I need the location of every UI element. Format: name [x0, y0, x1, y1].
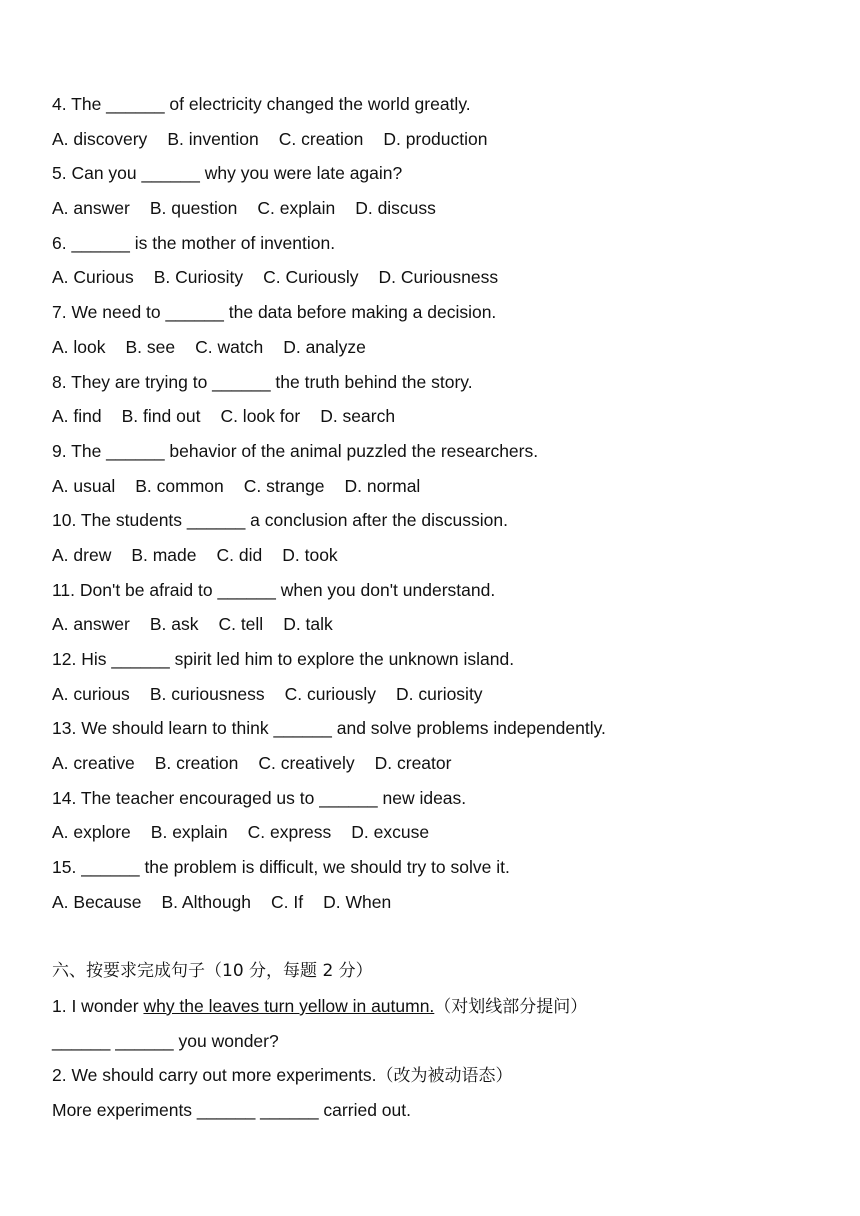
- option-c: C. watch: [195, 336, 264, 357]
- question-options: [52, 399, 832, 434]
- question-options: [52, 538, 832, 573]
- option-d: D. curiosity: [396, 683, 483, 704]
- question-stem: 4. The ______ of electricity changed the world greatly.: [52, 94, 471, 114]
- option-d: D. creator: [374, 753, 452, 774]
- option-c: C. tell: [218, 614, 264, 635]
- question-options: [52, 815, 832, 850]
- option-a: A. find: [52, 406, 102, 427]
- option-a: A. curious: [52, 683, 130, 704]
- option-b: B. creation: [154, 753, 239, 774]
- option-a: A. creative: [52, 753, 135, 774]
- option-d: D. took: [282, 544, 338, 565]
- option-b: B. invention: [167, 128, 259, 149]
- option-d: D. When: [323, 891, 392, 912]
- question-stem: 7. We need to ______ the data before making a decision.: [52, 302, 497, 323]
- question-options: [52, 746, 832, 781]
- option-a: A. drew: [52, 544, 112, 565]
- question-stem: 5. Can you ______ why you were late again?: [52, 163, 403, 184]
- question-stem: 9. The ______ behavior of the animal puzzled the researchers.: [52, 440, 539, 461]
- option-c: C. look for: [220, 406, 301, 427]
- option-c: C. creatively: [258, 753, 355, 774]
- option-b: B. ask: [149, 614, 199, 635]
- question-stem: 11. Don't be afraid to ______ when you don't understand.: [52, 579, 496, 600]
- question-stem: 15. ______ the problem is difficult, we should try to solve it.: [52, 857, 510, 878]
- option-b: B. common: [135, 475, 224, 496]
- option-b: B. question: [149, 198, 238, 219]
- sentence-q1-prefix: 1. I wonder: [52, 995, 144, 1016]
- option-d: D. analyze: [283, 336, 366, 357]
- option-a: A. discovery: [52, 128, 148, 149]
- option-b: B. find out: [121, 406, 201, 427]
- option-d: D. Curiousness: [378, 267, 499, 288]
- option-c: C. express: [247, 822, 332, 843]
- option-d: D. search: [320, 406, 396, 427]
- option-d: D. discuss: [355, 198, 436, 219]
- question-options: [52, 677, 832, 712]
- sentence-q1-answer: ______ ______ you wonder?: [52, 1030, 279, 1051]
- option-c: C. creation: [278, 128, 364, 149]
- question-options: [52, 607, 832, 642]
- option-d: D. talk: [283, 614, 333, 635]
- option-c: C. Curiously: [263, 267, 359, 288]
- option-d: D. normal: [344, 475, 421, 496]
- question-stem: 14. The teacher encouraged us to ______ new ideas.: [52, 787, 467, 808]
- section-six-title: 六、按要求完成句子（10 分，每题 2 分）: [52, 961, 373, 982]
- option-a: A. answer: [52, 198, 130, 219]
- option-b: B. curiousness: [149, 683, 265, 704]
- sentence-q2-stem: 2. We should carry out more experiments.: [52, 1065, 377, 1086]
- worksheet-page: [52, 87, 832, 1128]
- option-a: A. look: [52, 336, 106, 357]
- sentence-q2-answer: More experiments ______ ______ carried out.: [52, 1099, 411, 1120]
- question-options: [52, 330, 832, 365]
- option-a: A. Because: [52, 891, 142, 912]
- option-c: C. curiously: [284, 683, 377, 704]
- question-options: [52, 191, 832, 226]
- question-stem: 13. We should learn to think ______ and solve problems independently.: [52, 718, 606, 739]
- option-a: A. explore: [52, 822, 131, 843]
- question-options: [52, 260, 832, 295]
- option-d: D. excuse: [351, 822, 430, 843]
- option-b: B. Although: [161, 891, 252, 912]
- option-b: B. made: [131, 544, 197, 565]
- option-c: C. strange: [243, 475, 325, 496]
- question-options: [52, 122, 832, 157]
- option-b: B. explain: [150, 822, 228, 843]
- sentence-q2-note: （改为被动语态）: [376, 1066, 513, 1087]
- section-gap: [52, 920, 832, 955]
- question-stem: 6. ______ is the mother of invention.: [52, 232, 336, 253]
- question-stem: 12. His ______ spirit led him to explore the unknown island.: [52, 649, 515, 669]
- option-b: B. Curiosity: [153, 267, 244, 288]
- option-a: A. answer: [52, 614, 130, 635]
- question-stem: 8. They are trying to ______ the truth behind the story.: [52, 371, 473, 392]
- sentence-q1-note: （对划线部分提问）: [434, 996, 588, 1017]
- question-stem: 10. The students ______ a conclusion after the discussion.: [52, 510, 508, 531]
- multiple-choice-section: [52, 87, 832, 920]
- option-a: A. usual: [52, 475, 116, 496]
- sentence-q1: [52, 989, 832, 1024]
- sentence-q1-underlined: why the leaves turn yellow in autumn.: [143, 995, 435, 1016]
- question-options: [52, 885, 832, 920]
- option-c: C. did: [216, 544, 263, 565]
- sentence-q2: [52, 1058, 832, 1093]
- option-c: C. explain: [257, 198, 336, 219]
- option-b: B. see: [125, 336, 176, 357]
- option-a: A. Curious: [52, 267, 134, 288]
- question-options: [52, 469, 832, 504]
- option-c: C. If: [271, 891, 304, 912]
- option-d: D. production: [383, 128, 488, 149]
